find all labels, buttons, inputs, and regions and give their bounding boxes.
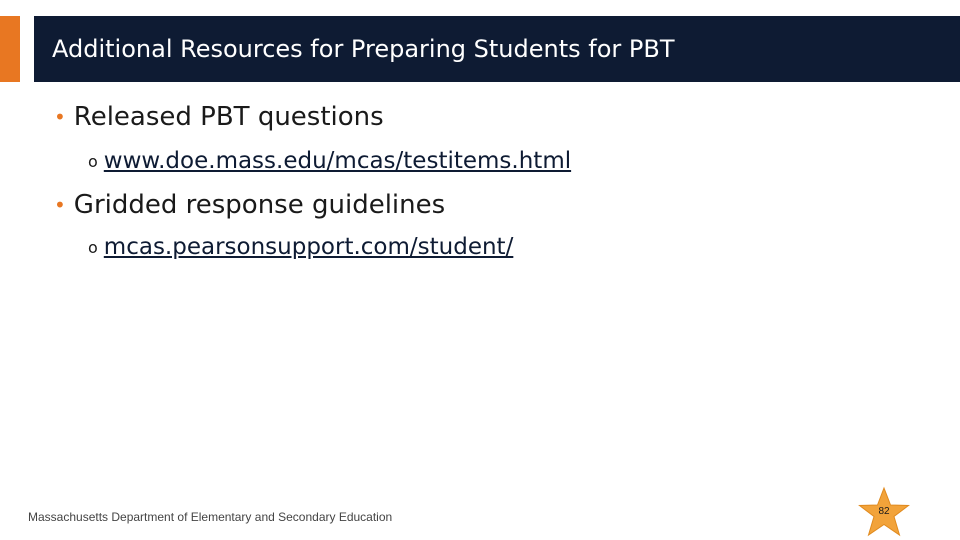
sub-bullet-item xyxy=(88,234,513,260)
resource-link[interactable]: www.doe.mass.edu/mcas/testitems.html xyxy=(103,148,572,174)
bullet-marker: • xyxy=(54,193,66,217)
page-number: 82 xyxy=(878,506,890,517)
bullet-text: Released PBT questions xyxy=(73,102,384,132)
bullet-item xyxy=(54,102,384,132)
bullet-item xyxy=(54,190,445,220)
sub-bullet-marker: o xyxy=(88,151,98,171)
bullet-marker: • xyxy=(54,105,66,129)
bullet-text: Gridded response guidelines xyxy=(73,190,446,220)
resource-link[interactable]: mcas.pearsonsupport.com/student/ xyxy=(103,234,514,260)
slide-title: Additional Resources for Preparing Students for PBT xyxy=(52,35,675,63)
sub-bullet-marker: o xyxy=(88,237,98,257)
title-bar xyxy=(34,16,960,82)
accent-bar xyxy=(0,16,20,82)
sub-bullet-item xyxy=(88,148,571,174)
footer-text: Massachusetts Department of Elementary and Secondary Education xyxy=(28,510,393,524)
page-number-badge xyxy=(856,486,912,540)
